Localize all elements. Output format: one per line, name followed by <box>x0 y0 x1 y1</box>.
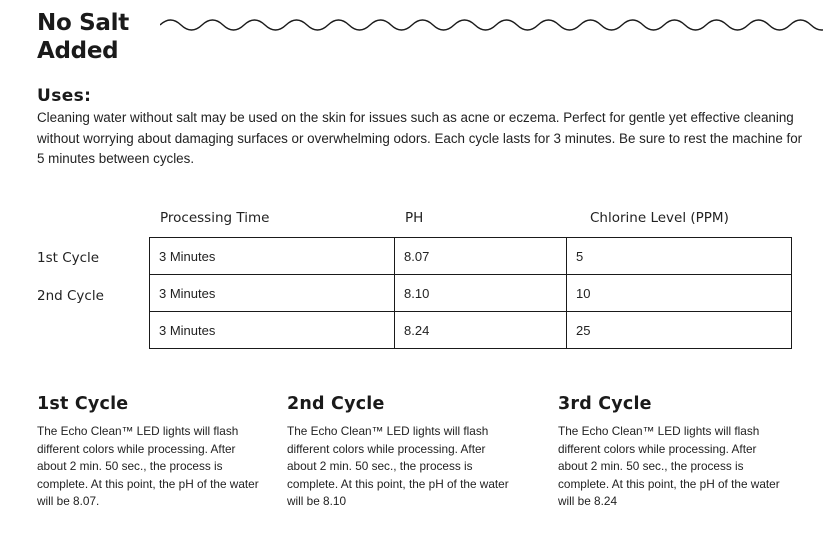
table-cell: 8.07 <box>395 238 567 275</box>
table-cell: 3 Minutes <box>150 238 395 275</box>
cycle-heading: 1st Cycle <box>37 394 129 414</box>
column-header-ph: PH <box>405 210 424 226</box>
cycle-section-3rd <box>558 394 788 511</box>
uses-heading: Uses: <box>37 86 92 106</box>
table-cell: 3 Minutes <box>150 275 395 312</box>
wave-divider <box>160 14 823 36</box>
cycle-section-1st <box>37 394 267 511</box>
cycle-description: The Echo Clean™ LED lights will flash different colors while processing. After about 2 min. 50 sec., the process is complete. At this point, the pH of the water will be 8.07. <box>37 424 259 508</box>
cycle-heading: 2nd Cycle <box>287 394 385 414</box>
cycle-data-table <box>149 237 792 349</box>
table-cell: 25 <box>567 312 792 349</box>
row-label-1st-cycle: 1st Cycle <box>37 250 100 266</box>
page-title: No Salt Added <box>37 10 129 64</box>
row-label-2nd-cycle: 2nd Cycle <box>37 288 104 304</box>
cycle-heading: 3rd Cycle <box>558 394 652 414</box>
table-cell: 8.24 <box>395 312 567 349</box>
column-header-processing-time: Processing Time <box>160 210 270 226</box>
table-cell: 10 <box>567 275 792 312</box>
cycle-description: The Echo Clean™ LED lights will flash different colors while processing. After about 2 min. 50 sec., the process is complete. At this point, the pH of the water will be 8.24 <box>558 424 780 508</box>
table-cell: 8.10 <box>395 275 567 312</box>
table-row <box>150 238 792 275</box>
table-row <box>150 312 792 349</box>
column-header-chlorine-level: Chlorine Level (PPM) <box>590 210 729 226</box>
table-row <box>150 275 792 312</box>
cycle-section-2nd <box>287 394 517 511</box>
cycle-description: The Echo Clean™ LED lights will flash different colors while processing. After about 2 min. 50 sec., the process is complete. At this point, the pH of the water will be 8.10 <box>287 424 509 508</box>
table-cell: 5 <box>567 238 792 275</box>
table-cell: 3 Minutes <box>150 312 395 349</box>
uses-description: Cleaning water without salt may be used on the skin for issues such as acne or eczema. Perfect for gentle yet effective cleaning without worrying about damaging surfaces or overwhelming odors. Each cycle lasts for 3 minutes. Be sure to rest the machine for 5 minutes between cycles. <box>37 110 803 166</box>
